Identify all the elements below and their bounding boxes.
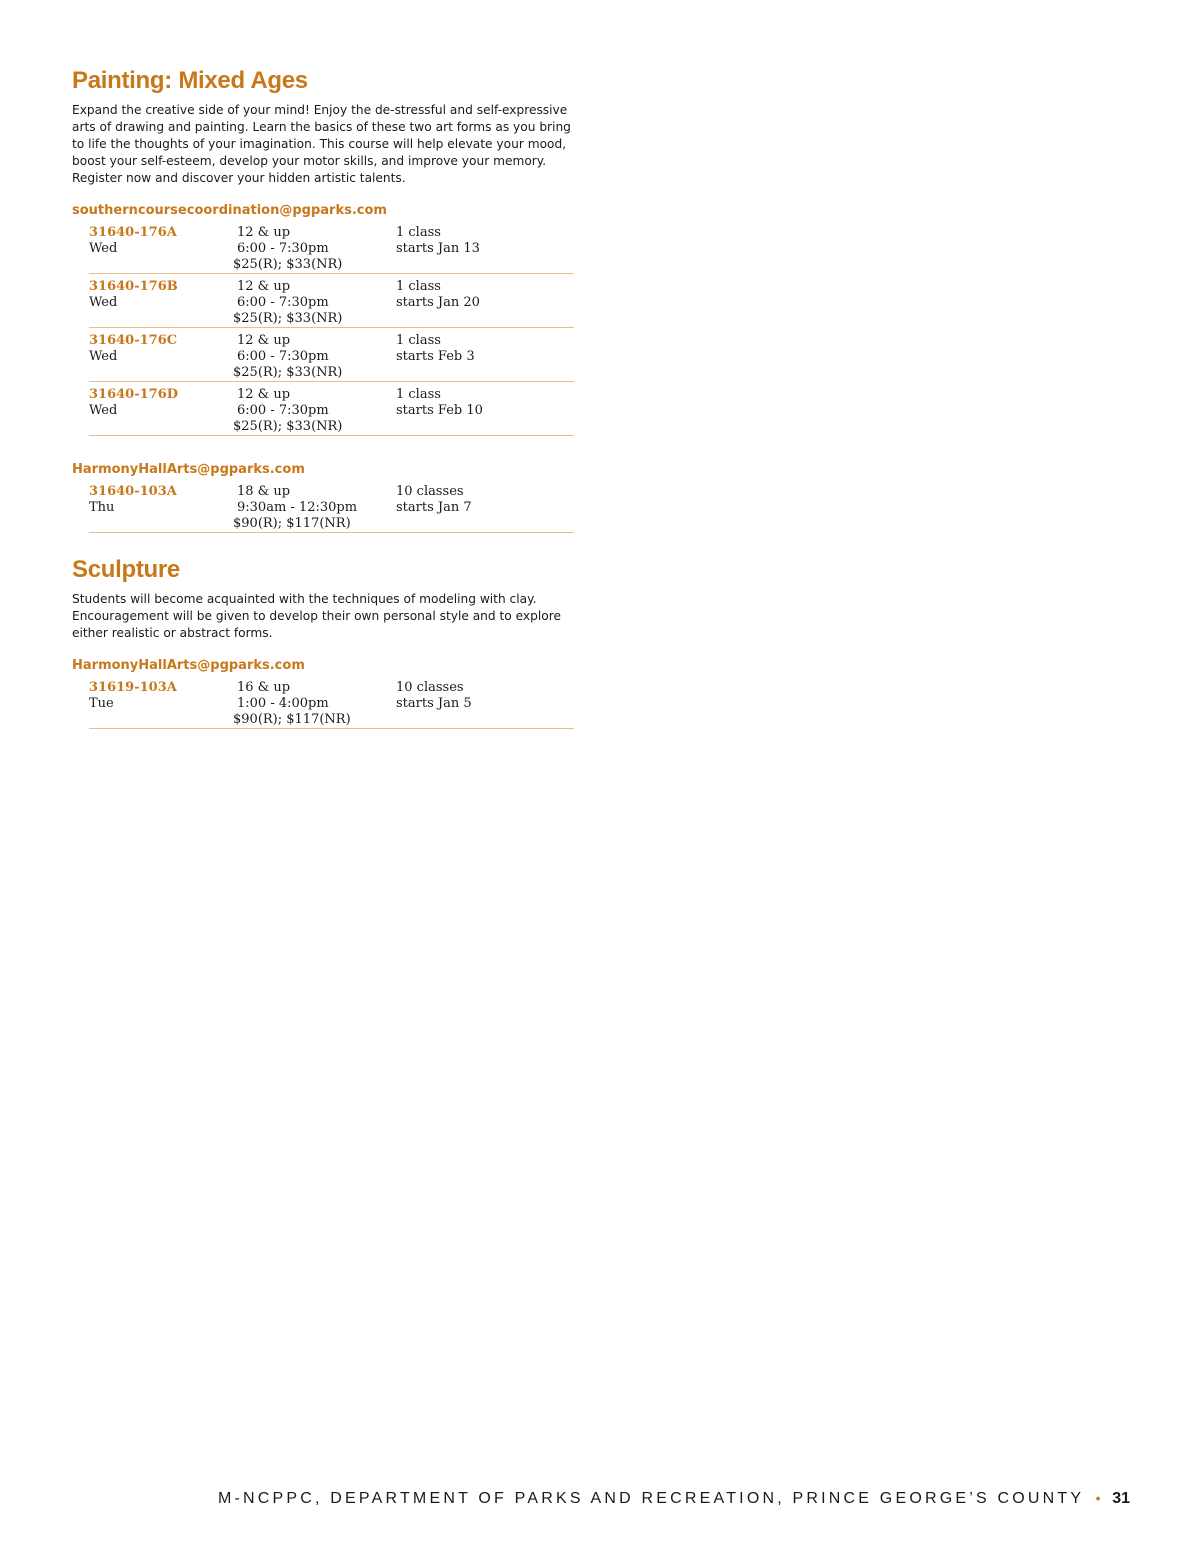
course-list <box>89 225 574 436</box>
course-day: Wed <box>89 349 118 364</box>
course-class-count: 1 class <box>396 333 441 348</box>
course-code: 31640-103A <box>89 484 177 499</box>
course-list <box>89 680 574 729</box>
course-start-date: starts Jan 20 <box>396 295 480 310</box>
section-description: Students will become acquainted with the techniques of modeling with clay. Encouragement will be given to develop their own personal style and to explore either realistic or abstract forms. <box>72 592 561 640</box>
course-fee: $90(R); $117(NR) <box>233 712 351 727</box>
contact-email-link[interactable]: southerncoursecoordination@pgparks.com <box>72 203 387 218</box>
course-class-count: 1 class <box>396 387 441 402</box>
course-start-date: starts Feb 3 <box>396 349 475 364</box>
page-number: 31 <box>1112 1490 1130 1507</box>
section-title: Painting: Mixed Ages <box>72 67 308 94</box>
course-age: 12 & up <box>237 333 291 348</box>
course-day: Wed <box>89 241 118 256</box>
course-class-count: 10 classes <box>396 484 464 499</box>
course-age: 18 & up <box>237 484 291 499</box>
course-list <box>89 484 574 533</box>
course-class-count: 1 class <box>396 279 441 294</box>
course-age: 12 & up <box>237 279 291 294</box>
course-age: 12 & up <box>237 225 291 240</box>
course-fee: $90(R); $117(NR) <box>233 516 351 531</box>
course-code: 31640-176C <box>89 333 178 348</box>
course-start-date: starts Jan 7 <box>396 500 472 515</box>
course-age: 12 & up <box>237 387 291 402</box>
contact-email-link[interactable]: HarmonyHallArts@pgparks.com <box>72 462 305 477</box>
course-day: Wed <box>89 295 118 310</box>
course-class-count: 10 classes <box>396 680 464 695</box>
course-start-date: starts Jan 5 <box>396 696 472 711</box>
course-fee: $25(R); $33(NR) <box>233 311 343 326</box>
content-column <box>72 66 574 734</box>
course-time: 6:00 - 7:30pm <box>237 295 329 310</box>
footer-bullet: • <box>1095 1490 1101 1506</box>
course-day: Thu <box>89 500 115 515</box>
footer-text: M-NCPPC, DEPARTMENT OF PARKS AND RECREATION, PRINCE GEORGE’S COUNTY <box>217 1490 1084 1507</box>
course-class-count: 1 class <box>396 225 441 240</box>
course-fee: $25(R); $33(NR) <box>233 257 343 272</box>
course-fee: $25(R); $33(NR) <box>233 365 343 380</box>
section-description: Expand the creative side of your mind! Enjoy the de-stressful and self-expressive arts of drawing and painting. Learn the basics of these two art forms as you bring to life the thoughts of your imagination. This course will help elevate your mood, boost your self-esteem, develop your motor skills, and improve your memory. Register now and discover your hidden artistic talents. <box>72 103 571 185</box>
course-time: 1:00 - 4:00pm <box>237 696 329 711</box>
course-start-date: starts Jan 13 <box>396 241 480 256</box>
course-fee: $25(R); $33(NR) <box>233 419 343 434</box>
contact-email-link[interactable]: HarmonyHallArts@pgparks.com <box>72 658 305 673</box>
course-row <box>89 484 574 533</box>
course-row <box>89 680 574 729</box>
course-row <box>89 387 574 436</box>
section-title: Sculpture <box>72 556 180 583</box>
course-code: 31640-176A <box>89 225 177 240</box>
course-day: Wed <box>89 403 118 418</box>
course-day: Tue <box>89 696 114 711</box>
course-time: 6:00 - 7:30pm <box>237 241 329 256</box>
course-start-date: starts Feb 10 <box>396 403 483 418</box>
course-row <box>89 333 574 382</box>
course-time: 9:30am - 12:30pm <box>237 500 358 515</box>
course-row <box>89 279 574 328</box>
course-code: 31640-176B <box>89 279 178 294</box>
page-footer <box>218 1490 1130 1508</box>
course-row <box>89 225 574 274</box>
course-time: 6:00 - 7:30pm <box>237 349 329 364</box>
course-code: 31640-176D <box>89 387 179 402</box>
course-time: 6:00 - 7:30pm <box>237 403 329 418</box>
course-code: 31619-103A <box>89 680 177 695</box>
course-age: 16 & up <box>237 680 291 695</box>
